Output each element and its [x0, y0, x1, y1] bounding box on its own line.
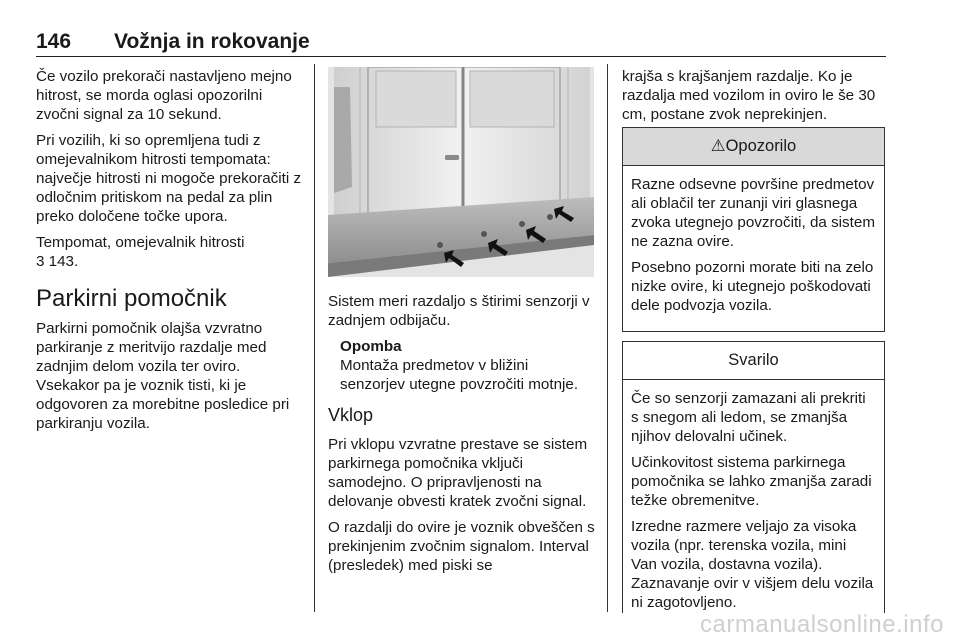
distance-signal-text: O razdalji do ovire je voznik obveščen s prekinjenim zvočnim signalom. Interval (presledek) med piski se — [328, 519, 595, 574]
caution-body — [623, 380, 884, 625]
note-title: Opomba — [340, 338, 402, 355]
van-rear-svg — [328, 67, 594, 277]
activation-text: Pri vklopu vzvratne prestave se sistem parkirnega pomočnika vključi samodejno. O pripravljenosti na delovanje obvesti kratek zvočni signal. — [328, 436, 588, 510]
caution-header: Svarilo — [623, 342, 884, 380]
warning-header — [623, 128, 884, 166]
note-text: Montaža predmetov v bližini senzorjev utegne povzročiti motnje. — [340, 357, 579, 393]
warning-body — [623, 166, 884, 328]
parking-assist-intro-text: Parkirni pomočnik olajša vzvratno parkiranje z meritvijo razdalje med zadnjim delom vozila ter oviro. Vsekakor pa je voznik tisti, ki je odgovoren za morebitne posledice pri parkiranju vozila. — [36, 320, 290, 432]
page-header — [36, 30, 886, 52]
watermark: carmanualsonline.info — [700, 611, 944, 638]
page-number: 146 — [36, 30, 72, 53]
note-block — [328, 337, 596, 394]
caution-text-2: Učinkovitost sistema parkirnega pomočnika se lahko zmanjša zaradi težke obremenitve. — [631, 454, 872, 509]
van-rear-sensors-illustration — [328, 67, 594, 277]
continued-signal-text: krajša s krajšanjem razdalje. Ko je razdalja med vozilom in oviro le še 30 cm, postane zvok neprekinjen. — [622, 68, 876, 123]
subheading-activation: Vklop — [328, 405, 374, 425]
header-divider — [36, 56, 886, 57]
column-divider-right — [607, 64, 608, 612]
warning-text-2: Posebno pozorni morate biti na zelo nizke ovire, ki utegnejo poškodovati dele podvozja vozila. — [631, 259, 874, 314]
chapter-title: Vožnja in rokovanje — [114, 30, 310, 53]
caution-text-3: Izredne razmere veljajo za visoka vozila (npr. terenska vozila, mini Van vozila, dostavna vozila). Zaznavanje ovir v višjem delu vozila ni zagotovljeno. — [631, 518, 874, 611]
image-caption: Sistem meri razdaljo s štirimi senzorji v zadnjem odbijaču. — [328, 293, 590, 329]
cruise-control-note-text: Pri vozilih, ki so opremljena tudi z omejevalnikom hitrosti tempomata: največje hitrosti ni mogoče prekoračiti z odločnim pritiskom na pedal za plin preko določene točke upora. — [36, 132, 302, 225]
warning-triangle-icon: ⚠ — [710, 137, 726, 155]
speed-limit-warning-text: Če vozilo prekorači nastavljeno mejno hitrost, se morda oglasi opozorilni zvočni signal za 10 sekund. — [36, 68, 292, 123]
cross-reference — [36, 233, 304, 271]
warning-text-1: Razne odsevne površine predmetov ali oblačil ter zunanji viri glasnega zvoka utegnejo povzročiti, da sistem ne zazna ovire. — [631, 176, 875, 250]
section-title: Parkirni pomočnik — [36, 285, 227, 312]
caution-text-1: Če so senzorji zamazani ali prekriti s snegom ali ledom, se zmanjša njihov delovalni učinek. — [631, 390, 866, 445]
cross-reference-page[interactable]: 3 143. — [36, 253, 79, 270]
column-middle — [328, 292, 596, 582]
cross-reference-text: Tempomat, omejevalnik hitrosti — [36, 234, 245, 251]
column-divider-left — [314, 64, 315, 612]
warning-title: Opozorilo — [725, 137, 797, 155]
warning-box — [622, 127, 885, 332]
caution-box — [622, 341, 885, 613]
column-left — [36, 67, 304, 440]
column-right — [622, 67, 886, 131]
